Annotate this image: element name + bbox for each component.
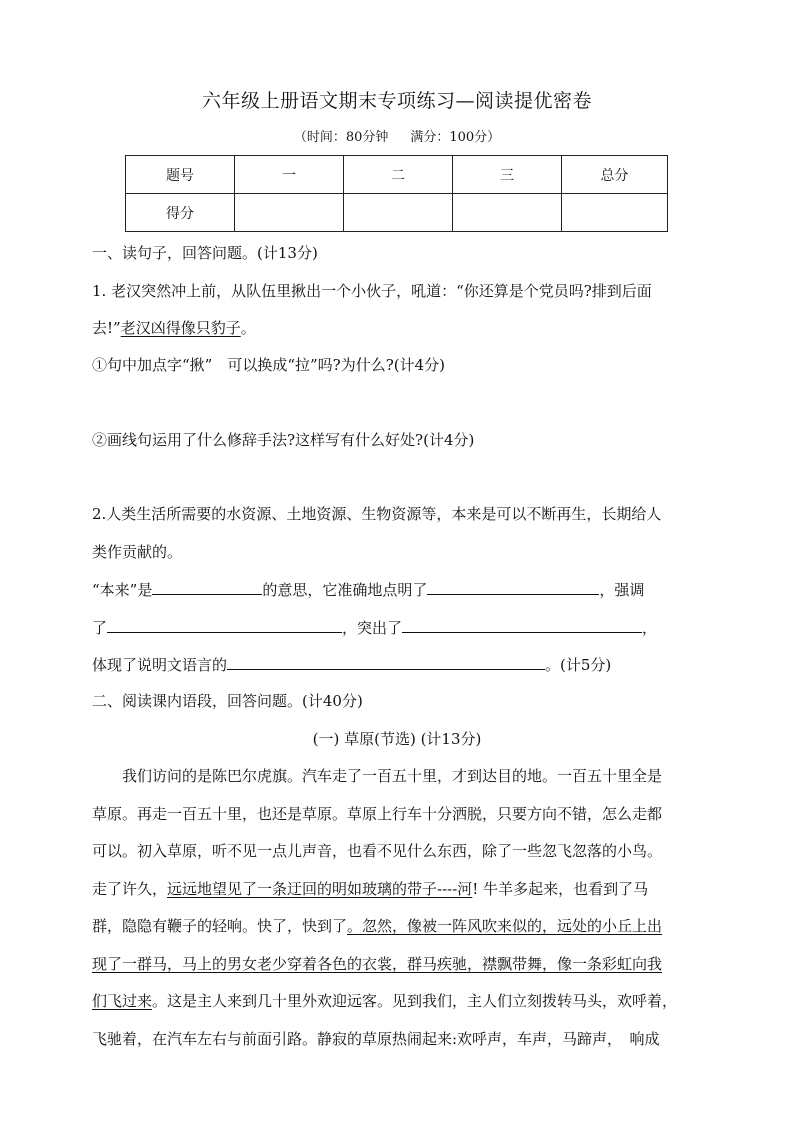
exam-info — [0, 126, 794, 145]
fill-text: 了 — [92, 619, 108, 637]
answer-blank[interactable] — [427, 578, 599, 595]
full-score: 满分：100分） — [410, 130, 501, 145]
question1-text-cont — [92, 317, 256, 338]
table-cell: 得分 — [126, 194, 235, 232]
passage-line: 草原。再走一百五十里，也还是草原。草原上行车十分洒脱，只要方向不错，怎么走都 — [92, 805, 663, 823]
passage-text: 。这是主人来到几十里外欢迎远客。见到我们，主人们立刻拨转马头，欢呼着， — [152, 992, 678, 1010]
answer-blank[interactable] — [227, 653, 545, 670]
score-input-cell[interactable] — [562, 194, 668, 232]
fill-text: “本来”是 — [92, 581, 153, 599]
question1-sub2: ②画线句运用了什么修辞手法?这样写有什么好处?(计4分) — [92, 431, 475, 449]
question1-sub1: ①句中加点字“揪” 可以换成“拉”吗?为什么?(计4分) — [92, 356, 446, 374]
section1-heading: 一、读句子，回答问题。(计13分) — [92, 244, 318, 262]
table-row — [126, 194, 668, 232]
passage-line: 我们访问的是陈巴尔虎旗。汽车走了一百五十里，才到达目的地。一百五十里全是 — [122, 767, 663, 785]
question2-fill-line1 — [92, 578, 644, 600]
question1-text: 1. 老汉突然冲上前，从队伍里揪出一个小伙子，吼道：“你还算是个党员吗?排到后面 — [92, 282, 652, 300]
fill-text: ，突出了 — [342, 619, 403, 637]
underlined-text: 远远地望见了一条迂回的明如玻璃的带子----河 — [167, 880, 473, 898]
score-table — [125, 155, 668, 232]
passage-line: 可以。初入草原，听不见一点儿声音，也看不见什么东西，除了一些忽飞忽落的小鸟。 — [92, 842, 663, 860]
question1-quote-end: 去!” — [92, 319, 121, 337]
passage-text: 走了许久， — [92, 880, 168, 898]
table-cell: 总分 — [562, 156, 668, 194]
question2-fill-line2 — [92, 616, 657, 638]
passage-line — [92, 878, 648, 899]
passage-title: (一) 草原(节选) (计13分) — [312, 730, 482, 748]
section2-heading: 二、阅读课内语段，回答问题。(计40分) — [92, 692, 363, 710]
fill-text: 体现了说明文语言的 — [92, 656, 228, 674]
score-input-cell[interactable] — [453, 194, 562, 232]
page-title: 六年级上册语文期末专项练习—阅读提优密卷 — [201, 90, 592, 112]
underlined-text: 们飞过来 — [92, 992, 153, 1010]
fill-text: ， — [642, 619, 658, 637]
fill-text: 。(计5分) — [545, 656, 612, 674]
time-limit: （时间：80分钟 — [293, 130, 389, 145]
passage-text: ! 牛羊多起来，也看到了马 — [472, 880, 649, 898]
table-cell: 三 — [453, 156, 562, 194]
fill-text: ，强调 — [599, 581, 645, 599]
table-cell: 一 — [235, 156, 344, 194]
underlined-sentence: 老汉凶得像只豹子 — [120, 319, 241, 337]
table-cell: 题号 — [126, 156, 235, 194]
underlined-text: 现了一群马，马上的男女老少穿着各色的衣裳，群马疾驰，襟飘带舞，像一条彩虹向我 — [92, 955, 663, 973]
answer-blank[interactable] — [402, 616, 642, 633]
table-cell: 二 — [344, 156, 453, 194]
score-input-cell[interactable] — [344, 194, 453, 232]
underlined-text: 。忽然，像被一阵风吹来似的，远处的小丘上出 — [347, 917, 663, 935]
passage-line: 飞驰着，在汽车左右与前面引路。静寂的草原热闹起来:欢呼声，车声，马蹄声， 响成 — [92, 1030, 660, 1048]
question2-text: 2.人类生活所需要的水资源、土地资源、生物资源等，本来是可以不断再生，长期给人 — [92, 505, 662, 523]
table-row — [126, 156, 668, 194]
fill-text: 的意思，它准确地点明了 — [262, 581, 428, 599]
passage-line — [92, 953, 662, 974]
answer-blank[interactable] — [152, 578, 262, 595]
passage-text: 群，隐隐有鞭子的轻响。快了，快到了 — [92, 917, 348, 935]
question2-fill-line3 — [92, 653, 611, 675]
question2-text-cont: 类作贡献的。 — [92, 543, 183, 561]
passage-line — [92, 990, 677, 1011]
period: 。 — [240, 319, 256, 337]
answer-blank[interactable] — [107, 616, 342, 633]
passage-line — [92, 915, 662, 936]
score-input-cell[interactable] — [235, 194, 344, 232]
